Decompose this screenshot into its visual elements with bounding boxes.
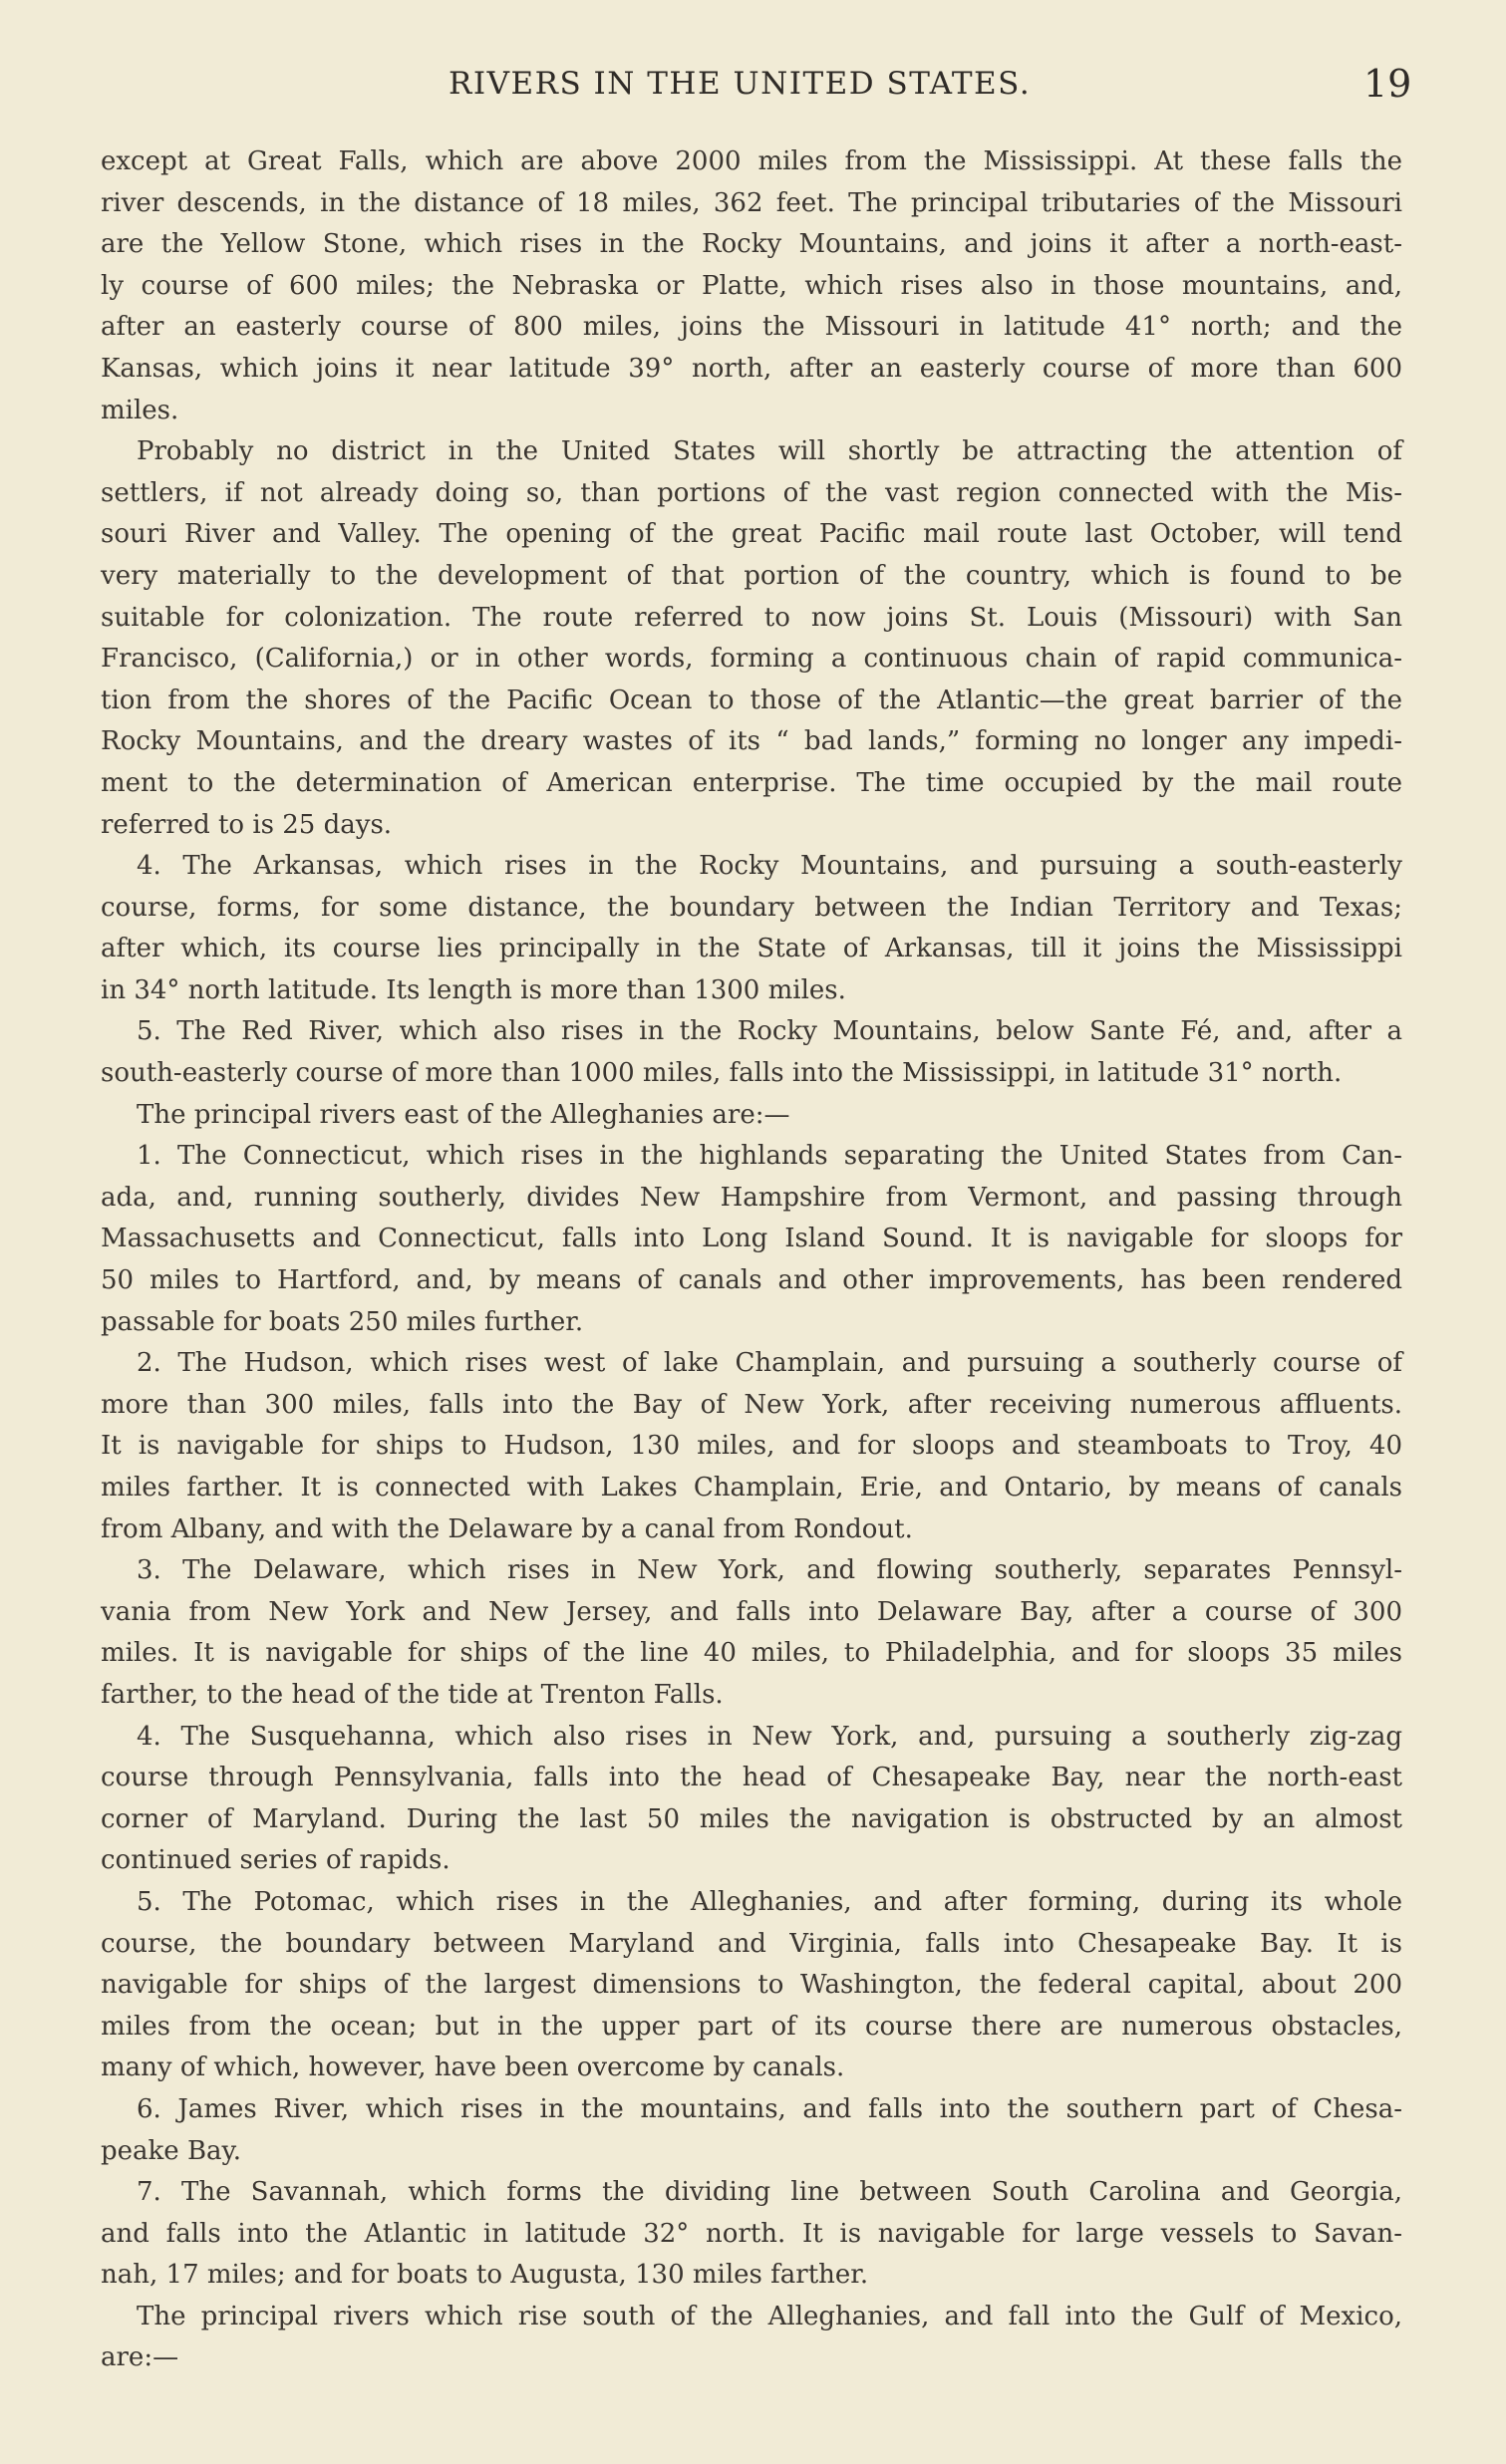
text-line: 5. The Potomac, which rises in the Alleghanies, and after forming, during its whole	[137, 1886, 1402, 1917]
text-line: 50 miles to Hartford, and, by means of canals and other improvements, has been rendered	[101, 1265, 1402, 1296]
text-line: 3. The Delaware, which rises in New York, and flowing southerly, separates Pennsyl-	[137, 1555, 1402, 1586]
text-line: south-easterly course of more than 1000 miles, falls into the Mississippi, in latitude 31° north.	[101, 1058, 1343, 1089]
text-line: river descends, in the distance of 18 miles, 362 feet. The principal tributaries of the Missouri	[101, 187, 1402, 218]
text-line: farther, to the head of the tide at Trenton Falls.	[101, 1679, 724, 1710]
paragraph	[101, 2089, 1402, 2172]
text-line: It is navigable for ships to Hudson, 130 miles, and for sloops and steamboats to Troy, 40	[101, 1431, 1402, 1462]
text-line: navigable for ships of the largest dimensions to Washington, the federal capital, about 200	[101, 1970, 1402, 2001]
paragraph	[101, 2297, 1402, 2379]
text-line: 2. The Hudson, which rises west of lake Champlain, and pursuing a southerly course of	[137, 1348, 1402, 1379]
text-line: miles. It is navigable for ships of the line 40 miles, to Philadelphia, and for sloops 35 miles	[101, 1638, 1402, 1669]
text-line: continued series of rapids.	[101, 1845, 451, 1876]
text-line: settlers, if not already doing so, than portions of the vast region connected with the Mis-	[101, 477, 1402, 508]
paragraph	[101, 1095, 1402, 1137]
running-header	[0, 62, 1506, 110]
text-line: in 34° north latitude. Its length is more than 1300 miles.	[101, 974, 846, 1005]
text-line: tion from the shores of the Pacific Ocean to those of the Atlantic—the great barrier of the	[101, 684, 1402, 715]
paragraph	[101, 141, 1402, 431]
text-line: 1. The Connecticut, which rises in the highlands separating the United States from Can-	[137, 1141, 1402, 1172]
text-line: suitable for colonization. The route referred to now joins St. Louis (Missouri) with San	[101, 602, 1402, 633]
text-line: souri River and Valley. The opening of the great Pacific mail route last October, will tend	[101, 519, 1402, 550]
text-line: ment to the determination of American enterprise. The time occupied by the mail route	[101, 767, 1402, 798]
text-line: course through Pennsylvania, falls into the head of Chesapeake Bay, near the north-east	[101, 1763, 1402, 1793]
body-text	[101, 141, 1402, 2379]
text-line: nah, 17 miles; and for boats to Augusta, 130 miles farther.	[101, 2260, 869, 2291]
text-line: are:—	[101, 2342, 179, 2373]
text-line: miles from the ocean; but in the upper part of its course there are numerous obstacles,	[101, 2011, 1402, 2042]
paragraph	[101, 1550, 1402, 1716]
text-line: 6. James River, which rises in the mountains, and falls into the southern part of Chesa-	[137, 2093, 1402, 2124]
text-line: referred to is 25 days.	[101, 809, 393, 840]
text-line: Probably no district in the United States will shortly be attracting the attention of	[137, 436, 1402, 467]
paragraph	[101, 431, 1402, 846]
paragraph	[101, 1882, 1402, 2089]
text-line: after an easterly course of 800 miles, joins the Missouri in latitude 41° north; and the	[101, 312, 1402, 343]
text-line: The principal rivers east of the Alleghanies are:—	[137, 1099, 790, 1130]
text-line: miles farther. It is connected with Lakes Champlain, Erie, and Ontario, by means of canals	[101, 1473, 1402, 1503]
text-line: 4. The Arkansas, which rises in the Rocky Mountains, and pursuing a south-easterly	[137, 851, 1402, 882]
text-line: and falls into the Atlantic in latitude 32° north. It is navigable for large vessels to Savan-	[101, 2218, 1402, 2249]
text-line: corner of Maryland. During the last 50 miles the navigation is obstructed by an almost	[101, 1803, 1402, 1834]
text-line: passable for boats 250 miles further.	[101, 1306, 584, 1337]
text-line: are the Yellow Stone, which rises in the Rocky Mountains, and joins it after a north-east-	[101, 229, 1402, 260]
paragraph	[101, 1343, 1402, 1550]
text-line: The principal rivers which rise south of the Alleghanies, and fall into the Gulf of Mexico,	[137, 2301, 1402, 2331]
text-line: Francisco, (California,) or in other words, forming a continuous chain of rapid communica-	[101, 644, 1402, 675]
running-head-title: RIVERS IN THE UNITED STATES.	[449, 66, 1032, 102]
text-line: more than 300 miles, falls into the Bay of New York, after receiving numerous affluents.	[101, 1389, 1402, 1420]
text-line: 5. The Red River, which also rises in the Rocky Mountains, below Sante Fé, and, after a	[137, 1016, 1402, 1047]
paragraph	[101, 1011, 1402, 1094]
text-line: 7. The Savannah, which forms the dividing line between South Carolina and Georgia,	[137, 2177, 1402, 2208]
paragraph	[101, 846, 1402, 1011]
text-line: vania from New York and New Jersey, and falls into Delaware Bay, after a course of 300	[101, 1596, 1402, 1627]
text-line: Kansas, which joins it near latitude 39° north, after an easterly course of more than 600	[101, 353, 1402, 384]
text-line: 4. The Susquehanna, which also rises in New York, and, pursuing a southerly zig-zag	[137, 1721, 1402, 1752]
text-line: peake Bay.	[101, 2135, 242, 2166]
text-line: very materially to the development of that portion of the country, which is found to be	[101, 560, 1402, 591]
text-line: course, the boundary between Maryland and Virginia, falls into Chesapeake Bay. It is	[101, 1928, 1402, 1959]
page-number: 19	[1363, 62, 1412, 106]
paragraph	[101, 2172, 1402, 2297]
text-line: ly course of 600 miles; the Nebraska or Platte, which rises also in those mountains, and,	[101, 270, 1402, 301]
text-line: except at Great Falls, which are above 2000 miles from the Mississippi. At these falls the	[101, 146, 1402, 176]
text-line: course, forms, for some distance, the boundary between the Indian Territory and Texas;	[101, 892, 1402, 923]
text-line: miles.	[101, 395, 179, 425]
paragraph	[101, 1136, 1402, 1343]
text-line: after which, its course lies principally in the State of Arkansas, till it joins the Mississippi	[101, 934, 1402, 964]
text-line: ada, and, running southerly, divides New Hampshire from Vermont, and passing through	[101, 1182, 1402, 1213]
paragraph	[101, 1717, 1402, 1882]
text-line: Rocky Mountains, and the dreary wastes of its “ bad lands,” forming no longer any impedi-	[101, 726, 1402, 757]
text-line: from Albany, and with the Delaware by a canal from Rondout.	[101, 1513, 913, 1544]
text-line: many of which, however, have been overcome by canals.	[101, 2053, 845, 2083]
text-line: Massachusetts and Connecticut, falls into Long Island Sound. It is navigable for sloops for	[101, 1224, 1402, 1254]
